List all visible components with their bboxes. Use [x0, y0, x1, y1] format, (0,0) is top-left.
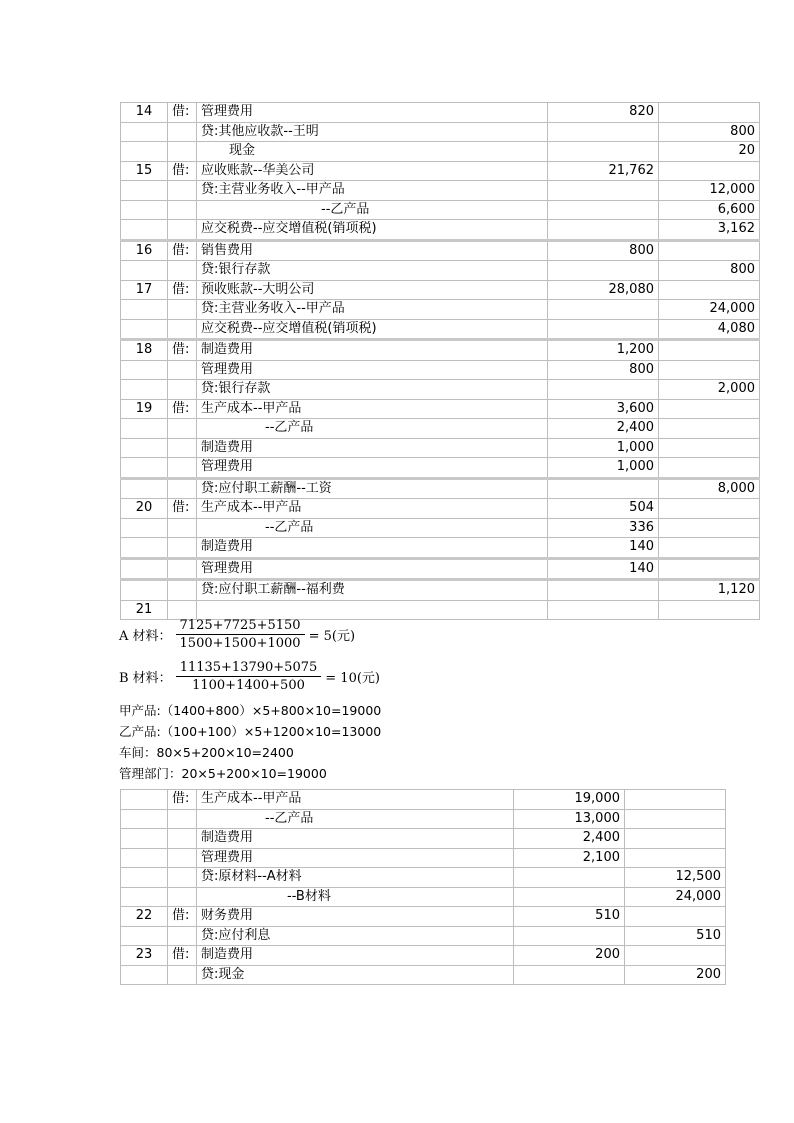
journal-row [121, 809, 726, 829]
entry-type-tag [168, 848, 197, 868]
entry-number [121, 261, 168, 281]
material-b-result: = 10(元) [325, 671, 380, 686]
account-name: 应交税费--应交增值税(销项税) [197, 319, 548, 340]
journal-row [121, 868, 726, 888]
calc-line-workshop: 车间：80×5+200×10=2400 [119, 745, 294, 760]
credit-amount [659, 399, 760, 419]
journal-row [121, 907, 726, 927]
credit-amount [625, 848, 726, 868]
material-b-denominator: 1100+1400+500 [192, 678, 305, 693]
account-name: 贷:应付职工薪酬--福利费 [197, 580, 548, 601]
entry-number: 19 [121, 399, 168, 419]
entry-number [121, 478, 168, 499]
debit-amount [548, 319, 659, 340]
journal-row [121, 558, 760, 580]
entry-type-tag [168, 558, 197, 580]
journal-row [121, 518, 760, 538]
debit-amount [548, 122, 659, 142]
account-name: 财务费用 [197, 907, 514, 927]
entry-number [121, 518, 168, 538]
debit-amount: 800 [548, 240, 659, 261]
credit-amount: 24,000 [625, 887, 726, 907]
debit-amount: 1,000 [548, 438, 659, 458]
entry-type-tag [168, 538, 197, 559]
credit-amount: 800 [659, 261, 760, 281]
material-b-label: B 材料： [119, 671, 172, 686]
entry-number [121, 829, 168, 849]
journal-row [121, 280, 760, 300]
account-name: --B材料 [197, 887, 514, 907]
entry-type-tag: 借: [168, 499, 197, 519]
entry-type-tag [168, 360, 197, 380]
credit-amount [659, 360, 760, 380]
journal-row [121, 261, 760, 281]
entry-type-tag: 借: [168, 907, 197, 927]
entry-type-tag: 借: [168, 161, 197, 181]
entry-type-tag [168, 122, 197, 142]
journal-row [121, 319, 760, 340]
entry-type-tag [168, 809, 197, 829]
account-name: 制造费用 [197, 340, 548, 361]
account-name: 制造费用 [197, 946, 514, 966]
journal-row [121, 142, 760, 162]
entry-type-tag [168, 887, 197, 907]
debit-amount: 2,400 [548, 419, 659, 439]
debit-amount: 820 [548, 103, 659, 123]
entry-number [121, 438, 168, 458]
entry-number [121, 300, 168, 320]
journal-row [121, 161, 760, 181]
entry-number: 23 [121, 946, 168, 966]
entry-type-tag [168, 380, 197, 400]
journal-row [121, 580, 760, 601]
credit-amount [659, 538, 760, 559]
credit-amount [659, 518, 760, 538]
credit-amount: 24,000 [659, 300, 760, 320]
entry-number [121, 319, 168, 340]
journal-table-2 [120, 789, 726, 985]
entry-type-tag [168, 300, 197, 320]
journal-row [121, 419, 760, 439]
entry-type-tag: 借: [168, 103, 197, 123]
debit-amount: 1,200 [548, 340, 659, 361]
entry-number: 14 [121, 103, 168, 123]
debit-amount [514, 965, 625, 985]
journal-row [121, 240, 760, 261]
debit-amount: 2,400 [514, 829, 625, 849]
journal-row [121, 848, 726, 868]
journal-row [121, 887, 726, 907]
debit-amount: 13,000 [514, 809, 625, 829]
entry-type-tag [168, 868, 197, 888]
journal-row [121, 600, 760, 620]
credit-amount: 800 [659, 122, 760, 142]
entry-type-tag [168, 478, 197, 499]
entry-number: 16 [121, 240, 168, 261]
account-name: 销售费用 [197, 240, 548, 261]
entry-number: 21 [121, 600, 168, 620]
account-name: 管理费用 [197, 848, 514, 868]
account-name: 制造费用 [197, 438, 548, 458]
credit-amount [659, 458, 760, 479]
credit-amount: 6,600 [659, 200, 760, 220]
journal-row [121, 380, 760, 400]
account-name: 管理费用 [197, 103, 548, 123]
debit-amount: 200 [514, 946, 625, 966]
debit-amount [548, 181, 659, 201]
journal-row [121, 122, 760, 142]
account-name: 贷:主营业务收入--甲产品 [197, 181, 548, 201]
account-name: 制造费用 [197, 829, 514, 849]
entry-number [121, 142, 168, 162]
entry-type-tag [168, 419, 197, 439]
journal-row [121, 965, 726, 985]
entry-type-tag: 借: [168, 340, 197, 361]
entry-number [121, 926, 168, 946]
credit-amount: 12,000 [659, 181, 760, 201]
debit-amount [548, 478, 659, 499]
account-name: 贷:银行存款 [197, 380, 548, 400]
journal-row [121, 181, 760, 201]
entry-number [121, 790, 168, 810]
credit-amount: 2,000 [659, 380, 760, 400]
debit-amount [548, 220, 659, 241]
credit-amount [659, 499, 760, 519]
credit-amount [659, 558, 760, 580]
account-name: 贷:其他应收款--王明 [197, 122, 548, 142]
credit-amount: 8,000 [659, 478, 760, 499]
debit-amount: 28,080 [548, 280, 659, 300]
account-name: 贷:应付利息 [197, 926, 514, 946]
entry-number [121, 200, 168, 220]
debit-amount: 21,762 [548, 161, 659, 181]
account-name: --乙产品 [197, 419, 548, 439]
entry-number [121, 965, 168, 985]
journal-row [121, 200, 760, 220]
debit-amount: 504 [548, 499, 659, 519]
account-name: --乙产品 [197, 809, 514, 829]
material-a-label: A 材料： [119, 629, 172, 644]
credit-amount [625, 829, 726, 849]
material-a-result: = 5(元) [308, 629, 356, 644]
material-a-denominator: 1500+1500+1000 [179, 636, 301, 651]
account-name: --乙产品 [197, 200, 548, 220]
entry-type-tag [168, 458, 197, 479]
entry-number: 22 [121, 907, 168, 927]
account-name: 贷:原材料--A材料 [197, 868, 514, 888]
journal-row [121, 399, 760, 419]
entry-number [121, 380, 168, 400]
account-name: 生产成本--甲产品 [197, 399, 548, 419]
journal-row [121, 478, 760, 499]
credit-amount [659, 438, 760, 458]
calc-line-admin: 管理部门：20×5+200×10=19000 [119, 766, 327, 781]
entry-type-tag: 借: [168, 280, 197, 300]
account-name: 预收账款--大明公司 [197, 280, 548, 300]
calc-line-product-a: 甲产品:（1400+800）×5+800×10=19000 [119, 703, 382, 718]
account-name: 生产成本--甲产品 [197, 790, 514, 810]
entry-number [121, 458, 168, 479]
account-name: 应收账款--华美公司 [197, 161, 548, 181]
entry-type-tag: 借: [168, 946, 197, 966]
journal-row [121, 103, 760, 123]
debit-amount: 140 [548, 538, 659, 559]
debit-amount: 3,600 [548, 399, 659, 419]
entry-type-tag [168, 142, 197, 162]
entry-number [121, 868, 168, 888]
entry-number [121, 558, 168, 580]
credit-amount [659, 240, 760, 261]
entry-number [121, 809, 168, 829]
credit-amount [659, 419, 760, 439]
credit-amount: 20 [659, 142, 760, 162]
credit-amount: 200 [625, 965, 726, 985]
debit-amount: 140 [548, 558, 659, 580]
debit-amount [548, 300, 659, 320]
debit-amount [514, 926, 625, 946]
account-name: 贷:主营业务收入--甲产品 [197, 300, 548, 320]
journal-row [121, 790, 726, 810]
material-a-calc [119, 618, 355, 651]
account-name: 制造费用 [197, 538, 548, 559]
credit-amount [659, 103, 760, 123]
journal-row [121, 340, 760, 361]
journal-row [121, 829, 726, 849]
debit-amount [548, 600, 659, 620]
journal-row [121, 220, 760, 241]
material-b-calc [119, 660, 380, 693]
calc-line-product-b: 乙产品:（100+100）×5+1200×10=13000 [119, 724, 382, 739]
journal-row [121, 360, 760, 380]
entry-number: 18 [121, 340, 168, 361]
journal-row [121, 538, 760, 559]
credit-amount [659, 600, 760, 620]
account-name [197, 600, 548, 620]
debit-amount: 336 [548, 518, 659, 538]
entry-type-tag [168, 220, 197, 241]
journal-row [121, 300, 760, 320]
entry-number [121, 580, 168, 601]
debit-amount: 800 [548, 360, 659, 380]
debit-amount [514, 887, 625, 907]
debit-amount: 510 [514, 907, 625, 927]
debit-amount [548, 380, 659, 400]
entry-number [121, 538, 168, 559]
account-name: --乙产品 [197, 518, 548, 538]
debit-amount: 2,100 [514, 848, 625, 868]
entry-type-tag [168, 926, 197, 946]
credit-amount [625, 790, 726, 810]
entry-type-tag [168, 580, 197, 601]
entry-type-tag [168, 319, 197, 340]
account-name: 贷:应付职工薪酬--工资 [197, 478, 548, 499]
entry-type-tag: 借: [168, 240, 197, 261]
material-a-numerator: 7125+7725+5150 [176, 618, 305, 635]
account-name: 现金 [197, 142, 548, 162]
account-name: 管理费用 [197, 458, 548, 479]
debit-amount: 1,000 [548, 458, 659, 479]
journal-row [121, 438, 760, 458]
credit-amount: 4,080 [659, 319, 760, 340]
entry-type-tag [168, 200, 197, 220]
journal-table-1 [120, 102, 760, 620]
credit-amount: 3,162 [659, 220, 760, 241]
credit-amount [659, 280, 760, 300]
entry-number [121, 122, 168, 142]
journal-row [121, 458, 760, 479]
debit-amount [548, 580, 659, 601]
entry-type-tag [168, 829, 197, 849]
entry-number [121, 848, 168, 868]
entry-type-tag [168, 261, 197, 281]
credit-amount [625, 946, 726, 966]
entry-type-tag: 借: [168, 399, 197, 419]
credit-amount: 1,120 [659, 580, 760, 601]
entry-type-tag [168, 181, 197, 201]
journal-row [121, 926, 726, 946]
debit-amount [548, 142, 659, 162]
credit-amount: 510 [625, 926, 726, 946]
entry-number [121, 419, 168, 439]
debit-amount: 19,000 [514, 790, 625, 810]
credit-amount [625, 907, 726, 927]
material-b-numerator: 11135+13790+5075 [176, 660, 322, 677]
entry-number: 15 [121, 161, 168, 181]
debit-amount [548, 200, 659, 220]
entry-number [121, 360, 168, 380]
account-name: 贷:现金 [197, 965, 514, 985]
credit-amount [659, 161, 760, 181]
credit-amount: 12,500 [625, 868, 726, 888]
credit-amount [659, 340, 760, 361]
account-name: 生产成本--甲产品 [197, 499, 548, 519]
journal-row [121, 499, 760, 519]
entry-number: 17 [121, 280, 168, 300]
account-name: 管理费用 [197, 360, 548, 380]
debit-amount [514, 868, 625, 888]
credit-amount [625, 809, 726, 829]
entry-type-tag: 借: [168, 790, 197, 810]
entry-type-tag [168, 518, 197, 538]
entry-number: 20 [121, 499, 168, 519]
entry-type-tag [168, 438, 197, 458]
entry-number [121, 181, 168, 201]
entry-type-tag [168, 600, 197, 620]
debit-amount [548, 261, 659, 281]
entry-type-tag [168, 965, 197, 985]
account-name: 贷:银行存款 [197, 261, 548, 281]
journal-row [121, 946, 726, 966]
entry-number [121, 220, 168, 241]
account-name: 应交税费--应交增值税(销项税) [197, 220, 548, 241]
account-name: 管理费用 [197, 558, 548, 580]
entry-number [121, 887, 168, 907]
